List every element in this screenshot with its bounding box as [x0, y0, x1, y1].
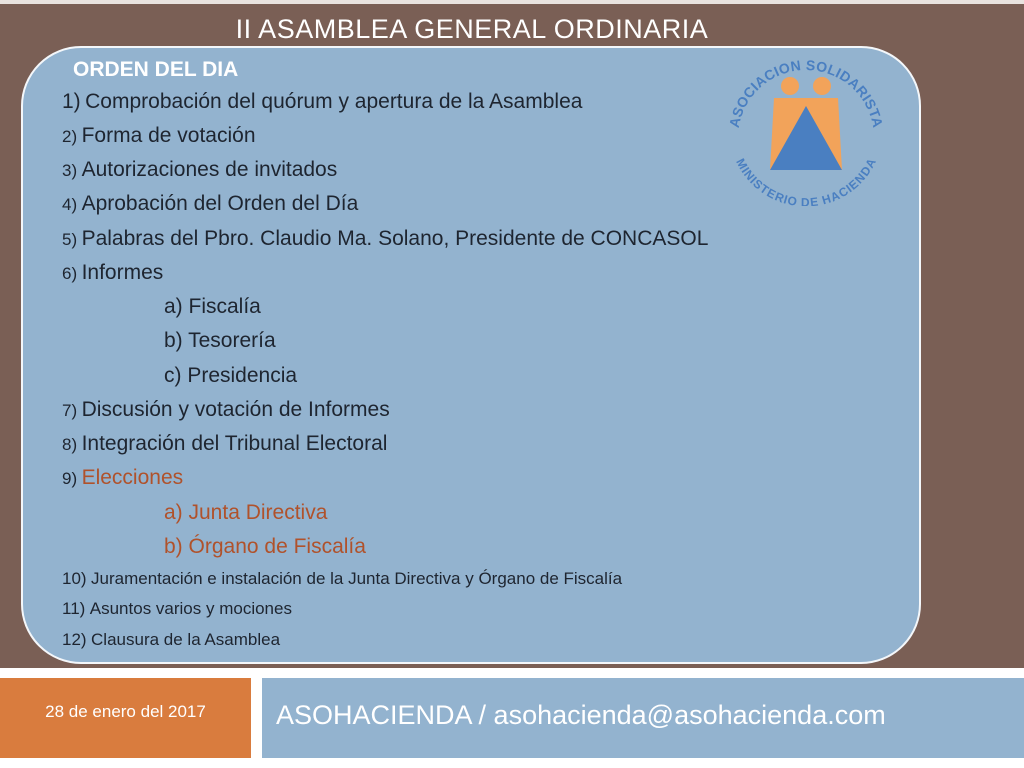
footer-contact-box: [262, 678, 1024, 758]
agenda-item-11: 11) Asuntos varios y mociones: [62, 599, 292, 618]
agenda-item-3: 3) Autorizaciones de invitados: [62, 158, 338, 181]
agenda-item-2: 2) Forma de votación: [62, 124, 256, 147]
agenda-subitem-9b: b) Órgano de Fiscalía: [164, 535, 366, 558]
agenda-subitem-6a: a) Fiscalía: [164, 295, 261, 318]
date-box: [0, 678, 251, 758]
agenda-item-12: 12) Clausura de la Asamblea: [62, 630, 281, 649]
logo-top-text: ASOCIACION SOLIDARISTA: [725, 58, 887, 130]
agenda-subitem-6b: b) Tesorería: [164, 329, 276, 352]
agenda-subitem-9a: a) Junta Directiva: [164, 501, 328, 524]
agenda-item-6: 6) Informes: [62, 261, 164, 284]
agenda-item-1: 1) Comprobación del quórum y apertura de la Asamblea: [62, 90, 583, 113]
agenda-item-8: 8) Integración del Tribunal Electoral: [62, 432, 388, 455]
top-divider: [0, 0, 1024, 4]
agenda-item-7: 7) Discusión y votación de Informes: [62, 398, 390, 421]
footer-contact: ASOHACIENDA / asohacienda@asohacienda.com: [276, 700, 886, 730]
logo-figures: [770, 77, 842, 170]
agenda-item-4: 4) Aprobación del Orden del Día: [62, 192, 359, 215]
logo-bottom-text: MINISTERIO DE HACIENDA: [733, 156, 879, 206]
agenda-item-5: 5) Palabras del Pbro. Claudio Ma. Solano, Presidente de CONCASOL: [62, 227, 709, 250]
footer-date: 28 de enero del 2017: [45, 702, 206, 721]
agenda-item-10: 10) Juramentación e instalación de la Junta Directiva y Órgano de Fiscalía: [62, 569, 623, 588]
agenda-subitem-6c: c) Presidencia: [164, 364, 298, 387]
asohacienda-logo: [724, 58, 888, 206]
agenda-heading: ORDEN DEL DIA: [73, 58, 239, 81]
slide-title: II ASAMBLEA GENERAL ORDINARIA: [235, 14, 709, 44]
agenda-item-9: 9) Elecciones: [62, 466, 184, 489]
